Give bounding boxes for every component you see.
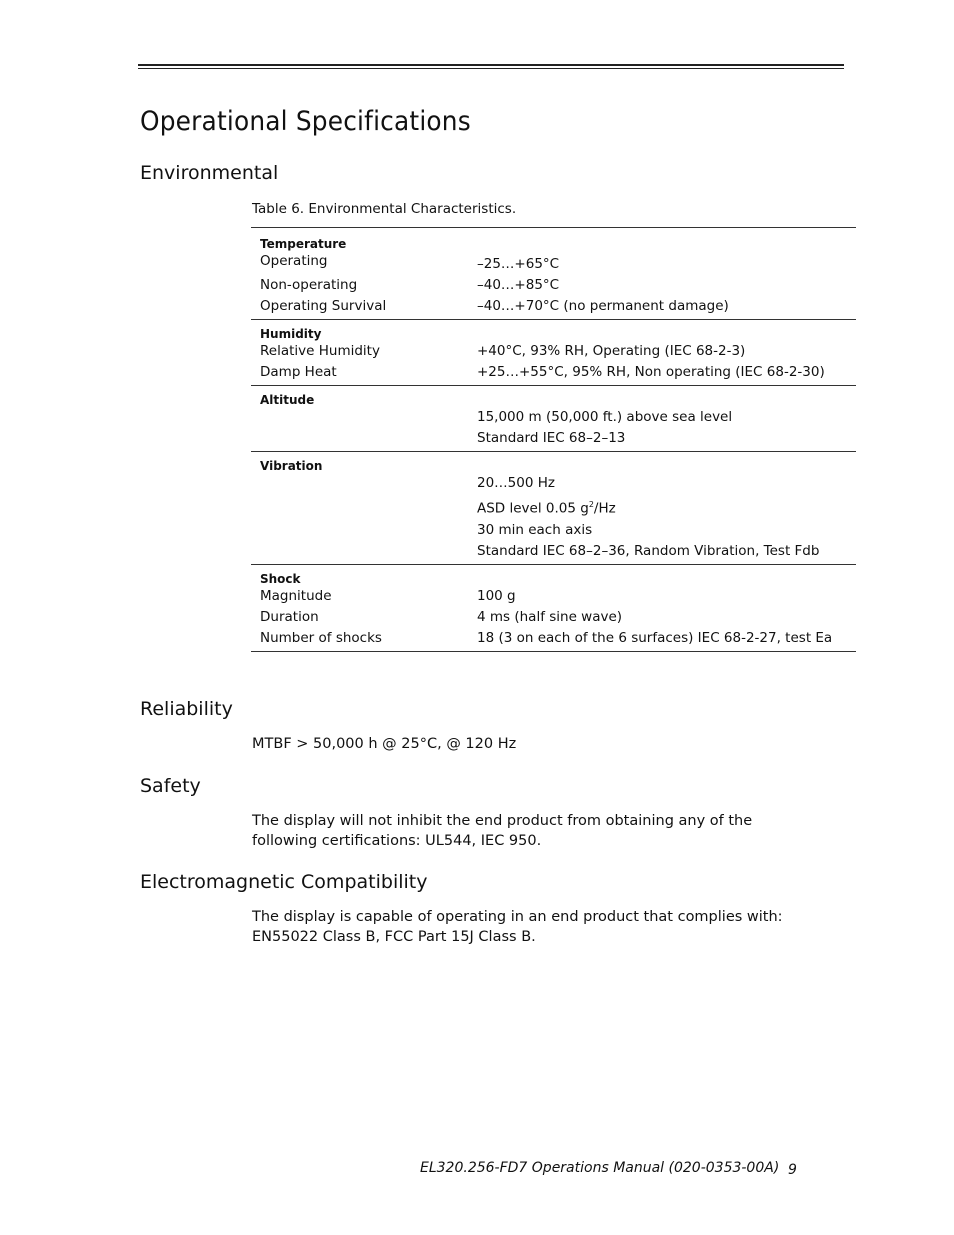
row-label: Magnitude — [260, 587, 332, 604]
table-group-vibration — [251, 452, 856, 565]
row-value: 18 (3 on each of the 6 surfaces) IEC 68-2-27, test Ea — [477, 629, 833, 646]
emc-text — [252, 907, 832, 947]
footer-manual-title: EL320.256-FD7 Operations Manual (020-0353-00A) — [420, 1160, 780, 1176]
row-value: +25…+55°C, 95% RH, Non operating (IEC 68-2-30) — [477, 364, 825, 380]
row-value: –40…+70°C (no permanent damage) — [477, 298, 729, 314]
row-value-asd — [477, 494, 856, 520]
header-rule-thin — [138, 68, 844, 69]
row-label: Damp Heat — [260, 364, 337, 380]
row-label — [251, 520, 477, 541]
row-value: Standard IEC 68–2–13 — [477, 430, 626, 446]
safety-text-line: The display will not inhibit the end product from obtaining any of the — [252, 813, 753, 829]
row-value: –25…+65°C — [477, 256, 560, 272]
row-value: 15,000 m (50,000 ft.) above sea level — [477, 409, 733, 425]
row-label: Operating — [260, 253, 328, 269]
row-value: Standard IEC 68–2–36, Random Vibration, Test Fdb — [477, 542, 820, 559]
page-footer — [420, 1160, 797, 1178]
section-heading-emc: Electromagnetic Compatibility — [140, 871, 428, 893]
row-label: Relative Humidity — [260, 343, 380, 359]
page-title: Operational Specifications — [140, 106, 471, 137]
emc-text-line: EN55022 Class B, FCC Part 15J Class B. — [252, 929, 536, 945]
row-label: Non-operating — [260, 277, 358, 293]
asd-unit: /Hz — [593, 500, 616, 517]
row-label: Duration — [260, 608, 319, 625]
page-number: 9 — [788, 1162, 797, 1178]
row-label — [251, 473, 477, 494]
group-title: Altitude — [260, 393, 315, 407]
group-title: Temperature — [260, 237, 347, 251]
group-title: Shock — [260, 571, 301, 586]
table-group-humidity — [251, 320, 856, 386]
section-heading-environmental: Environmental — [140, 162, 279, 184]
emc-text-line: The display is capable of operating in an end product that complies with: — [252, 909, 783, 925]
group-title: Vibration — [260, 459, 323, 473]
section-heading-reliability: Reliability — [140, 698, 233, 720]
row-value: 20…500 Hz — [477, 475, 555, 491]
asd-level: ASD level 0.05 g — [477, 500, 589, 517]
row-value: 4 ms (half sine wave) — [477, 608, 623, 625]
section-heading-safety: Safety — [140, 775, 201, 797]
table-caption: Table 6. Environmental Characteristics. — [252, 201, 517, 217]
row-label — [251, 541, 477, 565]
row-value: +40°C, 93% RH, Operating (IEC 68-2-3) — [477, 343, 746, 359]
row-label — [251, 428, 477, 452]
safety-text — [252, 811, 832, 851]
table-group-temperature — [251, 228, 856, 320]
asd-superscript: 2 — [588, 500, 594, 509]
row-value: 30 min each axis — [477, 521, 593, 538]
row-value: 100 g — [477, 587, 516, 604]
row-label — [251, 407, 477, 428]
group-title: Humidity — [260, 327, 322, 341]
safety-text-line: following certifications: UL544, IEC 950. — [252, 833, 542, 849]
row-value: –40…+85°C — [477, 277, 560, 293]
row-label — [251, 494, 477, 520]
table-group-shock — [251, 564, 856, 651]
row-label: Operating Survival — [260, 298, 387, 314]
reliability-text: MTBF > 50,000 h @ 25°C, @ 120 Hz — [252, 736, 517, 752]
row-label: Number of shocks — [260, 629, 382, 646]
header-rule — [138, 64, 844, 66]
table-group-altitude — [251, 386, 856, 452]
environmental-table — [251, 227, 856, 652]
